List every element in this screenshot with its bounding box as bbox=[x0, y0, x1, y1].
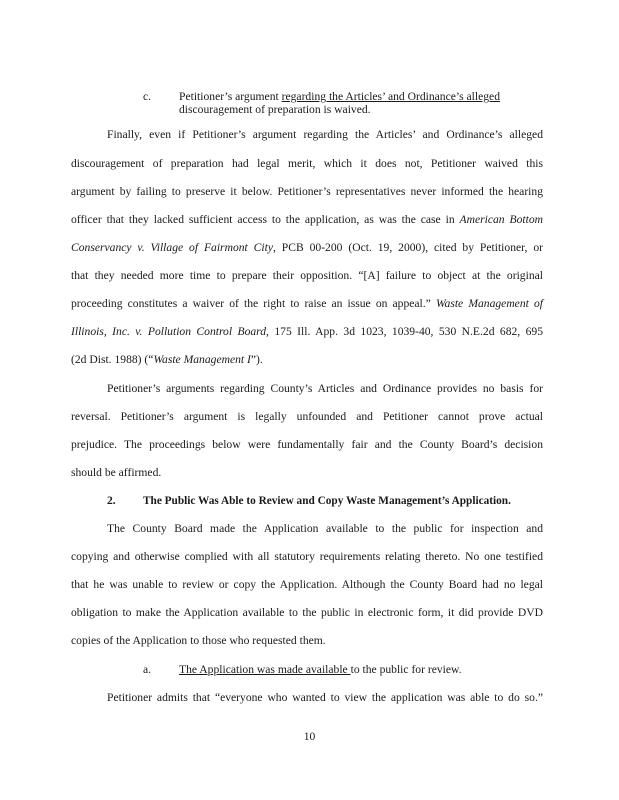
para1-line4 bbox=[71, 213, 543, 227]
para1-line4-text: officer that they lacked sufficient access to the application, as was the case in bbox=[71, 213, 460, 226]
section-c-heading-underlined: regarding the Articles’ and Ordinance’s alleged bbox=[281, 90, 500, 103]
para1-line1: Finally, even if Petitioner’s argument regarding the Articles’ and Ordinance’s alleged bbox=[107, 128, 543, 141]
case-name-waste-management: Waste Management of bbox=[435, 297, 543, 310]
para3-line2: copying and otherwise complied with all statutory requirements relating thereto. No one testified bbox=[71, 550, 543, 563]
para3-line5: copies of the Application to those who requested them. bbox=[71, 634, 326, 647]
case-name-illinois: Illinois, Inc. v. Pollution Control Board bbox=[71, 325, 267, 338]
para2-line4: should be affirmed. bbox=[71, 466, 162, 479]
para1-line5 bbox=[71, 241, 543, 255]
para3-line3: that he was unable to review or copy the Application. Although the County Board had no legal bbox=[71, 578, 543, 591]
para1-line2: discouragement of preparation had legal merit, which it does not, Petitioner waived this bbox=[71, 157, 543, 170]
para1-line3: argument by failing to preserve it below. Petitioner’s representatives never informed the hearing bbox=[71, 185, 543, 198]
section-c-heading-line1 bbox=[179, 90, 542, 104]
para2-line1: Petitioner’s arguments regarding County’s Articles and Ordinance provides no basis for bbox=[107, 382, 543, 395]
case-short-name: Waste Management I bbox=[153, 353, 251, 366]
para3-line1: The County Board made the Application available to the public for inspection and bbox=[107, 522, 543, 535]
para1-line9 bbox=[71, 353, 263, 367]
para1-line8-text: , 175 Ill. App. 3d 1023, 1039-40, 530 N.E.2d 682, 695 bbox=[266, 325, 543, 338]
section-a-marker: a. bbox=[143, 663, 152, 676]
section-a-heading bbox=[179, 663, 462, 677]
section-a-heading-rest: to the public for review. bbox=[350, 663, 462, 676]
section-2-marker: 2. bbox=[107, 494, 116, 507]
page-number: 10 bbox=[303, 730, 316, 743]
para1-line6: that they needed more time to prepare their opposition. “[A] failure to object at the original bbox=[71, 269, 543, 282]
para4-line1: Petitioner admits that “everyone who wanted to view the application was able to do so.” bbox=[107, 691, 543, 704]
para1-line9-end: ”). bbox=[250, 353, 263, 366]
section-c-marker: c. bbox=[143, 90, 152, 103]
para3-line4: obligation to make the Application available to the public in electronic form, it did provide DVD bbox=[71, 606, 543, 619]
para1-line7-text: proceeding constitutes a waiver of the right to raise an issue on appeal.” bbox=[71, 297, 436, 310]
para1-line7 bbox=[71, 297, 543, 311]
para1-line9-start: (2d Dist. 1988) (“ bbox=[71, 353, 154, 366]
case-name-conservancy: Conservancy v. Village of Fairmont City bbox=[71, 241, 273, 254]
section-2-heading: The Public Was Able to Review and Copy Waste Management’s Application. bbox=[143, 495, 511, 507]
case-name-american-bottom: American Bottom bbox=[459, 213, 543, 226]
para2-line2: reversal. Petitioner’s argument is legally unfounded and Petitioner cannot prove actual bbox=[71, 410, 543, 423]
section-c-heading-line2: discouragement of preparation is waived. bbox=[179, 103, 371, 116]
para1-line5-text: , PCB 00-200 (Oct. 19, 2000), cited by Petitioner, or bbox=[272, 241, 543, 254]
section-a-heading-underlined: The Application was made available bbox=[179, 663, 351, 676]
para1-line8 bbox=[71, 325, 543, 339]
section-c-heading-start: Petitioner’s argument bbox=[179, 90, 282, 103]
para2-line3: prejudice. The proceedings below were fundamentally fair and the County Board’s decision bbox=[71, 438, 543, 451]
